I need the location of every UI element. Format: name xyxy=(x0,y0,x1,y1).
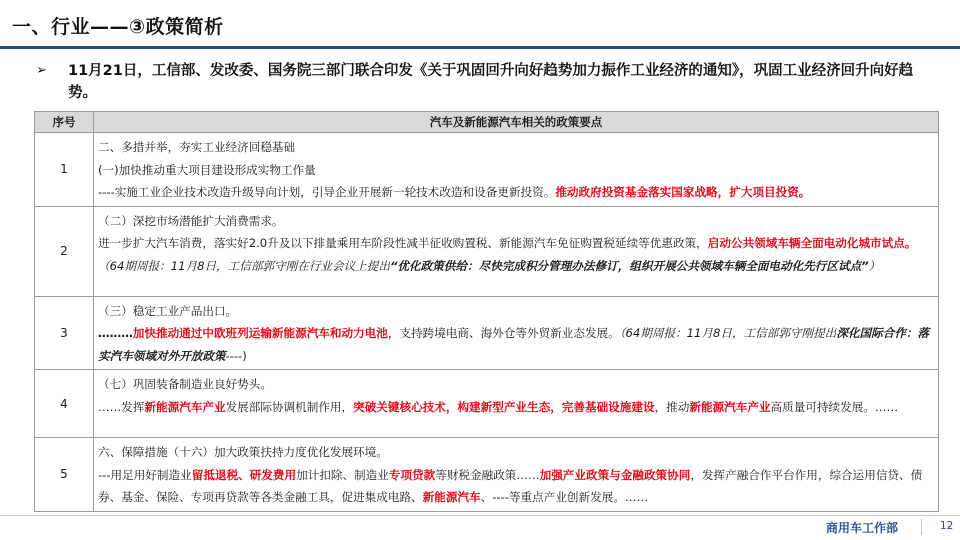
row-text: ……发挥 xyxy=(98,399,145,414)
row-content xyxy=(94,438,939,512)
policy-table xyxy=(34,111,939,512)
title-divider xyxy=(0,46,960,49)
row-text: 进一步扩大汽车消费，落实好2.0升及以下排量乘用车阶段性减半征收购置税、新能源汽车免征购置税延续等优惠政策， xyxy=(98,236,708,250)
row-note-emphasis: 深化国际合作：落实汽车领域对外开放政策 xyxy=(98,326,930,363)
row-line: 六、保障措施（十六）加大政策扶持力度优化发展环境。 xyxy=(98,445,388,459)
row-highlight: 启动公共领域车辆全面电动化城市试点。 xyxy=(707,236,917,250)
row-content xyxy=(94,296,939,370)
intro-text: 11月21日，工信部、发改委、国务院三部门联合印发《关于巩固回升向好趋势加力振作工业经济的通知》，巩固工业经济回升向好趋势。 xyxy=(68,63,914,101)
row-paragraph xyxy=(98,396,932,419)
row-text: ----) xyxy=(225,348,247,363)
row-line: （二）深挖市场潜能扩大消费需求。 xyxy=(98,213,284,228)
arrow-bullet-icon: ➢ xyxy=(36,63,47,78)
page-title: 一、行业——③政策简析 xyxy=(12,16,224,38)
table-row xyxy=(35,370,939,438)
row-text: ，发挥产融合作平台作用，综合运用信贷、债券、基金、保险、专项再贷款等各类金融工具，促进集成电路、 xyxy=(98,467,923,504)
row-line: （七）巩固装备制造业良好势头。 xyxy=(98,377,272,391)
row-line: (一)加快推动重大项目建设形成实物工作量 xyxy=(98,162,316,177)
table-row xyxy=(35,133,939,207)
row-highlight: 推动政府投资基金落实国家战略，扩大项目投资。 xyxy=(555,185,811,199)
column-header-index: 序号 xyxy=(35,112,94,133)
row-highlight: 新能源汽车产业 xyxy=(689,399,771,414)
row-highlight: 加强产业政策与金融政策协同 xyxy=(539,467,691,482)
table-row xyxy=(35,438,939,512)
row-line: 二、多措并举，夯实工业经济回稳基础 xyxy=(98,140,296,154)
row-paragraph xyxy=(98,232,932,277)
row-index: 5 xyxy=(35,438,94,512)
row-text: ---用足用好制造业 xyxy=(98,467,192,482)
row-content xyxy=(94,133,939,207)
footer-divider xyxy=(0,515,960,516)
row-highlight: 新能源汽车产业 xyxy=(144,399,226,414)
row-content xyxy=(94,206,939,296)
row-highlight: 新能源汽车 xyxy=(422,490,481,504)
title-bar xyxy=(0,0,960,46)
row-text: ，推动 xyxy=(654,399,690,414)
table-row xyxy=(35,296,939,370)
table-header-row xyxy=(35,112,939,133)
row-highlight: 加快推动通过中欧班列运输新能源汽车和动力电池 xyxy=(132,326,388,340)
row-note: ） xyxy=(868,258,881,273)
row-note: （64期周报：11月8日，工信部郭守刚在行业会议上提出 xyxy=(98,258,390,273)
column-header-content: 汽车及新能源汽车相关的政策要点 xyxy=(94,112,939,133)
row-highlight: 专项贷款 xyxy=(388,467,436,482)
intro-paragraph xyxy=(36,60,940,104)
row-text: 发展部际协调机制作用， xyxy=(225,399,354,414)
row-index: 2 xyxy=(35,206,94,296)
row-highlight: 突破关键核心技术，构建新型产业生态，完善基础设施建设 xyxy=(353,399,655,414)
row-note: （64期周报：11月8日，工信部郭守刚提出 xyxy=(619,326,837,340)
row-text: ……… xyxy=(98,326,133,340)
table-row xyxy=(35,206,939,296)
row-text: ，支持跨境电商、海外仓等外贸新业态发展。 xyxy=(387,326,620,340)
row-note-emphasis: “优化政策供给：尽快完成积分管理办法修订，组织开展公共领域车辆全面电动化先行区试点” xyxy=(389,258,869,273)
page-number: 12 xyxy=(940,520,954,532)
row-index: 4 xyxy=(35,370,94,438)
row-text: ----实施工业企业技术改造升级导向计划，引导企业开展新一轮技术改造和设备更新投资。 xyxy=(98,185,556,199)
row-text: 等财税金融政策…… xyxy=(435,467,540,482)
footer-separator xyxy=(921,519,922,535)
row-text: 高质量可持续发展。…… xyxy=(770,399,899,414)
row-text: 加计扣除、制造业 xyxy=(296,467,389,482)
row-highlight: 留抵退税、研发费用 xyxy=(191,467,297,482)
row-index: 1 xyxy=(35,133,94,207)
row-line: （三）稳定工业产品出口。 xyxy=(98,303,238,318)
row-paragraph xyxy=(98,322,932,367)
row-content xyxy=(94,370,939,438)
row-text: 、----等重点产业创新发展。…… xyxy=(480,490,649,504)
row-index: 3 xyxy=(35,296,94,370)
department-label: 商用车工作部 xyxy=(826,521,899,535)
row-paragraph xyxy=(98,464,932,509)
row-line xyxy=(98,181,932,204)
